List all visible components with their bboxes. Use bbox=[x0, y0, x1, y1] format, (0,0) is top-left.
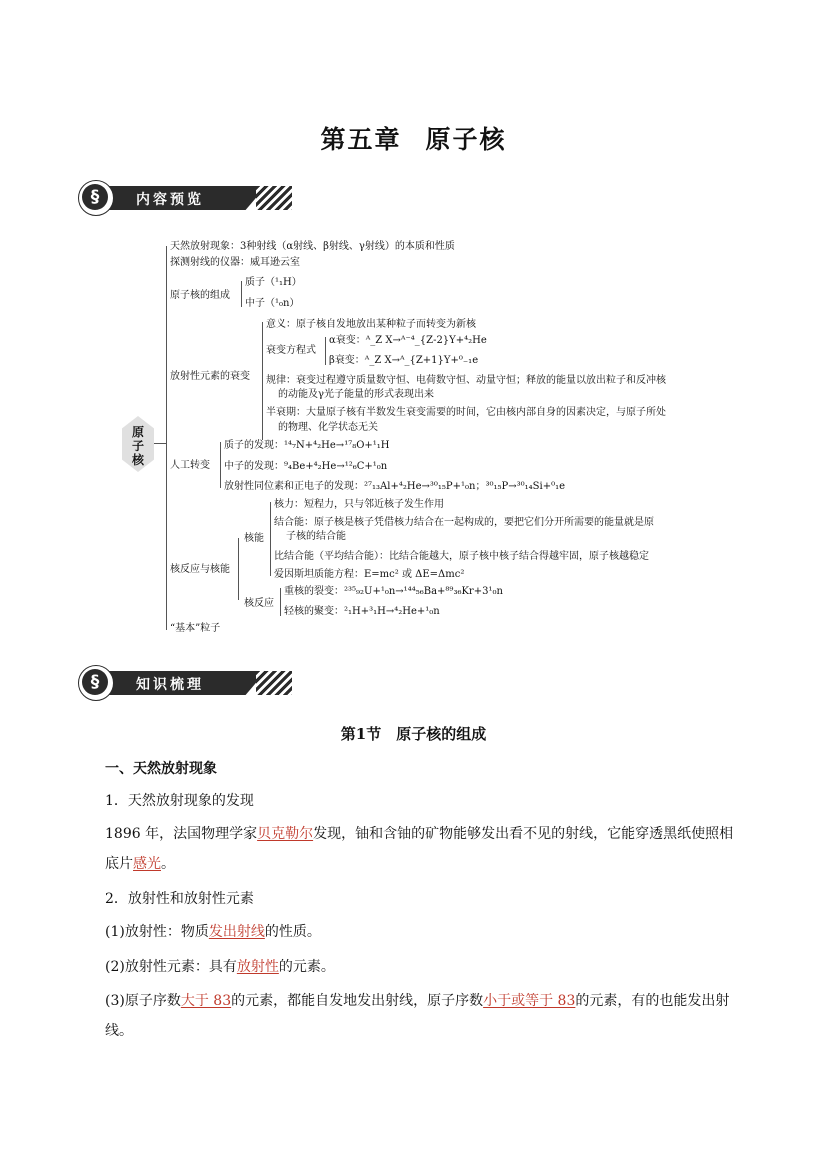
branch-decay: 放射性元素的衰变 bbox=[170, 371, 250, 382]
beta-decay: β衰变：ᴬ_Z X→ᴬ_{Z+1}Y+⁰₋₁e bbox=[329, 355, 479, 366]
neutron-discovery: 中子的发现：⁹₄Be+⁴₂He→¹²₆C+¹₀n bbox=[224, 461, 388, 472]
answer-radioactivity: 放射性 bbox=[236, 959, 279, 975]
decay-law-cont: 的动能及γ光子能量的形式表现出来 bbox=[278, 389, 434, 400]
branch-composition: 原子核的组成 bbox=[170, 290, 230, 301]
preview-banner-label: 内容预览 bbox=[136, 192, 204, 208]
answer-emit-rays: 发出射线 bbox=[208, 924, 265, 940]
answer-sensitize: 感光 bbox=[133, 856, 161, 872]
subheading-radioactivity: 2．放射性和放射性元素 bbox=[105, 891, 254, 907]
branch-proton: 质子（¹₁H） bbox=[245, 277, 302, 288]
alpha-decay: α衰变：ᴬ_Z X→ᴬ⁻⁴_{Z-2}Y+⁴₂He bbox=[329, 335, 487, 346]
branch-detector: 探测射线的仪器：威耳逊云室 bbox=[170, 257, 300, 268]
nuclear-reaction-label: 核反应 bbox=[244, 598, 274, 609]
subheading-discovery: 1．天然放射现象的发现 bbox=[105, 793, 254, 809]
half-life: 半衰期：大量原子核有半数发生衰变需要的时间，它由核内部自身的因素决定，与原子所处 bbox=[266, 407, 666, 418]
fission: 重核的裂变：²³⁵₉₂U+¹₀n→¹⁴⁴₅₆Ba+⁸⁹₃₆Kr+3¹₀n bbox=[284, 586, 503, 597]
heading-natural-radioactivity: 一、天然放射现象 bbox=[105, 761, 217, 777]
mass-energy-equation: 爱因斯坦质能方程：E=mc² 或 ΔE=Δmc² bbox=[274, 569, 465, 580]
nuclear-energy-label: 核能 bbox=[244, 533, 264, 544]
decay-law: 规律：衰变过程遵守质量数守恒、电荷数守恒、动量守恒；释放的能量以放出粒子和反冲核 bbox=[266, 375, 666, 386]
answer-becquerel: 贝克勒尔 bbox=[257, 826, 314, 842]
branch-radiation: 天然放射现象：3种射线（α射线、β射线、γ射线）的本质和性质 bbox=[170, 241, 455, 252]
branch-artificial: 人工转变 bbox=[170, 460, 210, 471]
chapter-title bbox=[0, 120, 827, 156]
chapter-number: 第五章 bbox=[320, 125, 402, 154]
logo-icon: § bbox=[82, 669, 108, 695]
branch-nuclear-reaction: 核反应与核能 bbox=[170, 564, 230, 575]
binding-energy-cont: 子核的结合能 bbox=[286, 531, 346, 542]
decay-equation-label: 衰变方程式 bbox=[266, 345, 316, 356]
half-life-cont: 的物理、化学状态无关 bbox=[278, 422, 378, 433]
root-label: 原子核 bbox=[131, 425, 144, 467]
logo-icon: § bbox=[82, 184, 108, 210]
review-banner-label: 知识梳理 bbox=[136, 677, 204, 693]
chapter-name: 原子核 bbox=[425, 125, 507, 154]
branch-neutron: 中子（¹₀n） bbox=[245, 298, 300, 309]
review-banner bbox=[78, 665, 288, 701]
concept-map bbox=[120, 238, 720, 638]
preview-banner bbox=[78, 180, 288, 216]
paragraph-radioactivity: (1)放射性：物质发出射线的性质。 bbox=[105, 924, 321, 940]
nuclear-force: 核力：短程力，只与邻近核子发生作用 bbox=[274, 499, 444, 510]
specific-binding-energy: 比结合能（平均结合能）：比结合能越大，原子核中核子结合得越牢固，原子核越稳定 bbox=[274, 551, 649, 562]
section-title: 第1节 原子核的组成 bbox=[340, 725, 487, 743]
paragraph-radioactive-element: (2)放射性元素：具有放射性的元素。 bbox=[105, 959, 335, 975]
branch-particles: “基本”粒子 bbox=[170, 623, 221, 634]
fusion: 轻核的聚变：²₁H+³₁H→⁴₂He+¹₀n bbox=[284, 606, 440, 617]
answer-greater-83: 大于 83 bbox=[180, 993, 232, 1009]
answer-less-equal-83: 小于或等于 83 bbox=[483, 993, 576, 1009]
paragraph-atomic-number: (3)原子序数大于 83的元素，都能自发地发出射线，原子序数小于或等于 83的元素，有的也能发出射 线。 bbox=[105, 993, 730, 1039]
paragraph-discovery: 1896 年，法国物理学家贝克勒尔发现，铀和含铀的矿物能够发出看不见的射线，它能穿透黑纸使照相 底片感光。 bbox=[105, 826, 734, 872]
proton-discovery: 质子的发现：¹⁴₇N+⁴₂He→¹⁷₈O+¹₁H bbox=[224, 440, 390, 451]
decay-meaning: 意义：原子核自发地放出某种粒子而转变为新核 bbox=[266, 319, 476, 330]
positron-discovery: 放射性同位素和正电子的发现：²⁷₁₃Al+⁴₂He→³⁰₁₅P+¹₀n；³⁰₁₅P→³⁰₁₄Si+⁰₁e bbox=[224, 481, 566, 492]
binding-energy: 结合能：原子核是核子凭借核力结合在一起构成的，要把它们分开所需要的能量就是原 bbox=[274, 517, 654, 528]
